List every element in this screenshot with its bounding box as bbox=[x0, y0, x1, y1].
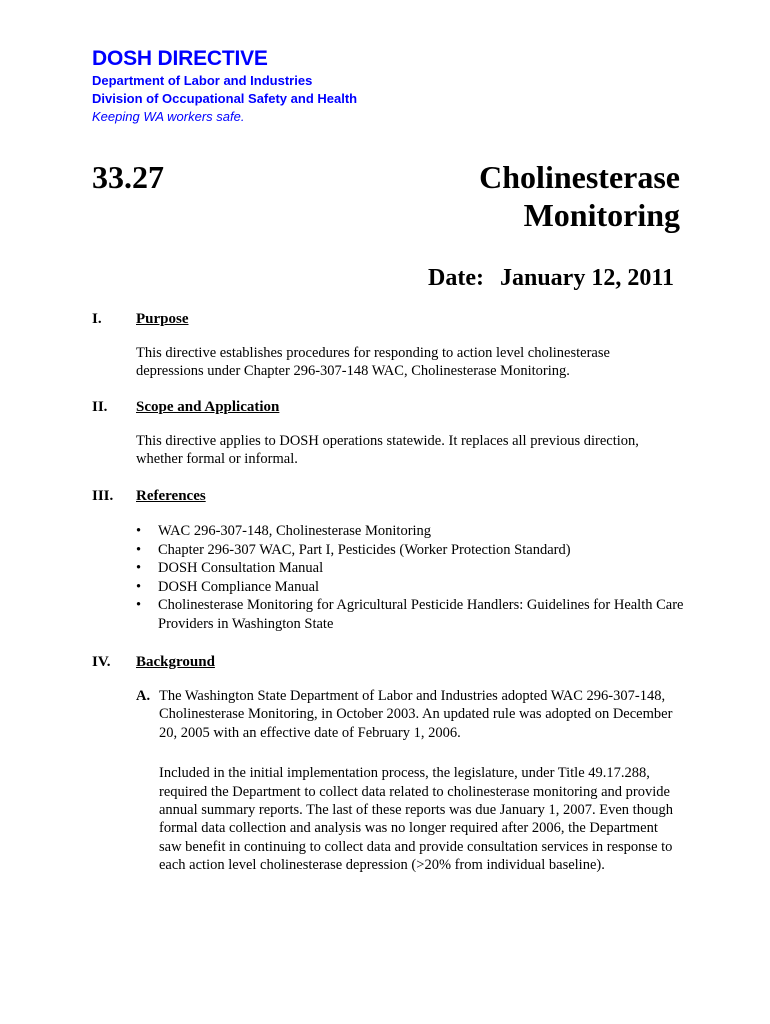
item-label: A. bbox=[136, 688, 151, 704]
date-value: January 12, 2011 bbox=[499, 265, 674, 291]
section-heading-scope: Scope and Application bbox=[136, 399, 280, 415]
directive-label: DOSH DIRECTIVE bbox=[92, 47, 268, 70]
references-list bbox=[136, 522, 696, 634]
section-text-purpose: This directive establishes procedures for responding to action level cholinesterase depressions under Chapter 296-307-148 WAC, Cholinesterase Monitoring. bbox=[136, 345, 610, 380]
section-numeral-background: IV. bbox=[92, 654, 111, 670]
section-heading-references: References bbox=[136, 488, 206, 504]
section-text-scope: This directive applies to DOSH operations statewide. It replaces all previous direction, whether formal or informal. bbox=[136, 433, 639, 468]
background-item-a bbox=[136, 687, 684, 875]
list-item: • Chapter 296-307 WAC, Part I, Pesticides (Worker Protection Standard) bbox=[136, 541, 696, 560]
section-numeral-scope: II. bbox=[92, 399, 108, 415]
section-numeral-purpose: I. bbox=[92, 311, 102, 327]
list-item: • DOSH Consultation Manual bbox=[136, 559, 696, 578]
agency-header bbox=[92, 46, 357, 125]
department-name: Department of Labor and Industries bbox=[92, 73, 313, 88]
directive-date bbox=[428, 263, 674, 293]
section-heading-purpose: Purpose bbox=[136, 311, 189, 327]
item-text: The Washington State Department of Labor and Industries adopted WAC 296-307-148, Cholinesterase Monitoring, in October 2003. An updated rule was adopted on December 20, 2005 with an effective date of February 1, 2006. bbox=[159, 688, 673, 741]
directive-title bbox=[479, 158, 680, 234]
directive-number: 33.27 bbox=[92, 159, 164, 195]
list-item: • WAC 296-307-148, Cholinesterase Monitoring bbox=[136, 522, 696, 541]
list-item: • DOSH Compliance Manual bbox=[136, 578, 696, 597]
date-label: Date: bbox=[428, 265, 484, 291]
division-name: Division of Occupational Safety and Health bbox=[92, 91, 358, 106]
section-heading-background: Background bbox=[136, 654, 215, 670]
agency-tagline: Keeping WA workers safe. bbox=[92, 109, 245, 124]
section-numeral-references: III. bbox=[92, 488, 114, 504]
title-line-1: Cholinesterase bbox=[479, 159, 680, 195]
title-line-2: Monitoring bbox=[523, 197, 680, 233]
list-item: • Cholinesterase Monitoring for Agricultural Pesticide Handlers: Guidelines for Health Care Providers in Washington State bbox=[136, 596, 696, 633]
item-text-continued: Included in the initial implementation process, the legislature, under Title 49.17.288, required the Department to collect data related to cholinesterase monitoring and provide annual summary reports. The last of these reports was due January 1, 2007. Even though formal data collection and analysis was no longer required after 2006, the Department saw benefit in continuing to collect data and provide consultation services in response to each action level cholinesterase depression (>20% from individual baseline). bbox=[159, 765, 673, 874]
